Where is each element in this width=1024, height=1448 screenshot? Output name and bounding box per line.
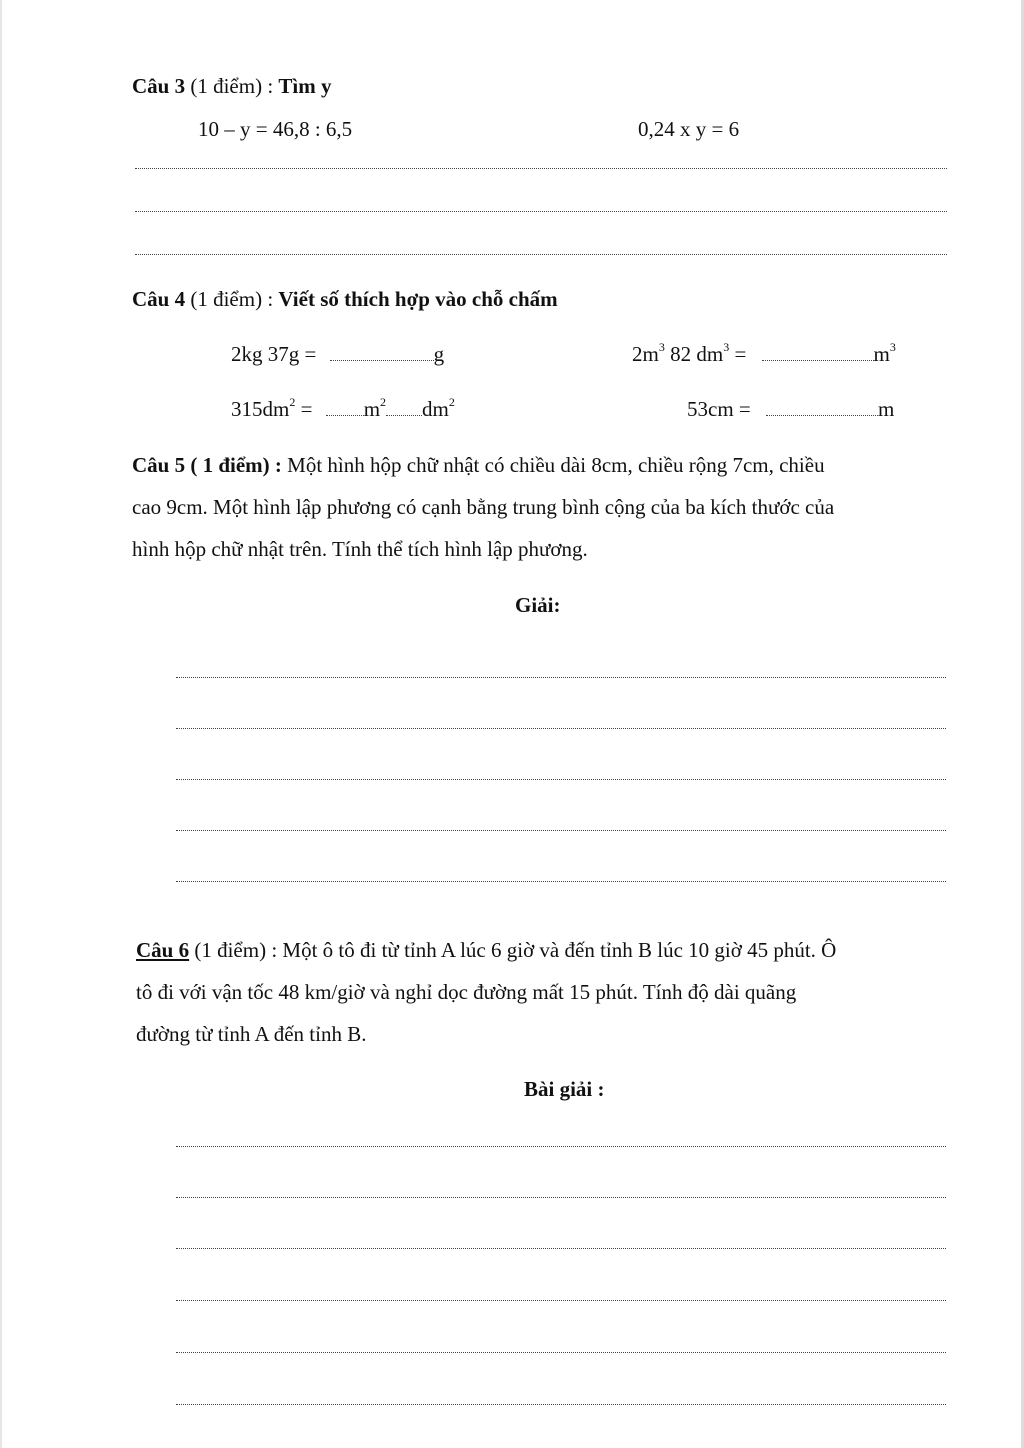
q3-heading bbox=[132, 74, 332, 99]
q4-r2-left-dm: 315dm bbox=[231, 397, 290, 421]
q4-row1-right bbox=[632, 342, 896, 367]
q5-line-1 bbox=[132, 444, 825, 486]
q4-r1-right-exp1: 3 bbox=[658, 340, 665, 354]
q6-answer-line-1[interactable] bbox=[176, 1146, 946, 1147]
q3-task: Tìm y bbox=[278, 74, 332, 98]
q3-equation-1: 10 – y = 46,8 : 6,5 bbox=[198, 117, 353, 141]
q4-task: Viết số thích hợp vào chỗ chấm bbox=[278, 287, 558, 311]
page-edge-left bbox=[0, 0, 2, 1448]
q4-heading bbox=[132, 287, 558, 312]
q4-r2-left-eq: = bbox=[295, 397, 313, 421]
q4-r1-right-unit: m bbox=[873, 342, 890, 366]
q6-line-2: tô đi với vận tốc 48 km/giờ và nghỉ dọc đường mất 15 phút. Tính độ dài quãng bbox=[136, 980, 797, 1004]
q5-solution-title: Giải: bbox=[515, 593, 561, 617]
q5-line-2: cao 9cm. Một hình lập phương có cạnh bằng trung bình cộng của ba kích thước của bbox=[132, 495, 835, 519]
q5-points: ( 1 điểm) : bbox=[190, 453, 282, 477]
q4-r1-right-blank[interactable] bbox=[762, 360, 874, 361]
q4-r1-right-dm: 82 dm bbox=[664, 342, 724, 366]
q4-r2-left-blank-2[interactable] bbox=[386, 415, 422, 416]
q4-r2-left-blank-1[interactable] bbox=[326, 415, 364, 416]
q4-r2-right-expr: 53cm = bbox=[687, 397, 751, 421]
q4-r1-left-expr: 2kg 37g = bbox=[231, 342, 317, 366]
q4-r2-left-unit2: dm bbox=[422, 397, 449, 421]
q5-answer-line-5[interactable] bbox=[176, 881, 946, 882]
q4-r1-right-m: 2m bbox=[632, 342, 659, 366]
q5-text-1: Một hình hộp chữ nhật có chiều dài 8cm, chiều rộng 7cm, chiều bbox=[287, 453, 825, 477]
q4-r1-left-unit: g bbox=[433, 342, 445, 366]
q4-r1-right-eq: = bbox=[729, 342, 747, 366]
q5-answer-line-2[interactable] bbox=[176, 728, 946, 729]
q5-answer-line-1[interactable] bbox=[176, 677, 946, 678]
q6-answer-line-4[interactable] bbox=[176, 1300, 946, 1301]
q3-points: (1 điểm) : bbox=[190, 74, 274, 98]
q6-answer-line-2[interactable] bbox=[176, 1197, 946, 1198]
q6-label: Câu 6 bbox=[136, 938, 190, 962]
q4-row2-right bbox=[687, 397, 894, 422]
q5-answer-line-3[interactable] bbox=[176, 779, 946, 780]
q4-r1-right-unit-exp: 3 bbox=[889, 340, 896, 354]
q4-r1-right-exp2: 3 bbox=[723, 340, 730, 354]
q6-answer-line-3[interactable] bbox=[176, 1248, 946, 1249]
q4-label: Câu 4 bbox=[132, 287, 186, 311]
q4-row1-left bbox=[231, 342, 444, 367]
q5-label: Câu 5 bbox=[132, 453, 186, 477]
q4-points: (1 điểm) : bbox=[190, 287, 274, 311]
q6-line-1 bbox=[136, 929, 836, 971]
q3-answer-line-3[interactable] bbox=[135, 254, 947, 255]
q4-r1-left-blank[interactable] bbox=[330, 360, 434, 361]
q4-r2-right-blank[interactable] bbox=[766, 415, 878, 416]
q4-r2-right-unit: m bbox=[878, 397, 895, 421]
q5-answer-line-4[interactable] bbox=[176, 830, 946, 831]
q5-line-3: hình hộp chữ nhật trên. Tính thể tích hình lập phương. bbox=[132, 537, 588, 561]
q3-answer-line-1[interactable] bbox=[135, 168, 947, 169]
q6-points: (1 điểm) : bbox=[194, 938, 278, 962]
q6-solution-title: Bài giải : bbox=[524, 1077, 605, 1101]
q6-answer-line-5[interactable] bbox=[176, 1352, 946, 1353]
q3-label: Câu 3 bbox=[132, 74, 186, 98]
q4-r2-left-unit1-exp: 2 bbox=[380, 395, 387, 409]
q3-answer-line-2[interactable] bbox=[135, 211, 947, 212]
q6-line-3: đường từ tỉnh A đến tỉnh B. bbox=[136, 1022, 367, 1046]
q3-equation-2: 0,24 x y = 6 bbox=[638, 117, 740, 141]
q4-r2-left-unit2-exp: 2 bbox=[448, 395, 455, 409]
q4-r2-left-exp: 2 bbox=[289, 395, 296, 409]
q4-r2-left-unit1: m bbox=[363, 397, 381, 421]
q6-text-1: Một ô tô đi từ tỉnh A lúc 6 giờ và đến tỉnh B lúc 10 giờ 45 phút. Ô bbox=[282, 938, 837, 962]
q6-answer-line-6[interactable] bbox=[176, 1404, 946, 1405]
q4-row2-left bbox=[231, 397, 455, 422]
